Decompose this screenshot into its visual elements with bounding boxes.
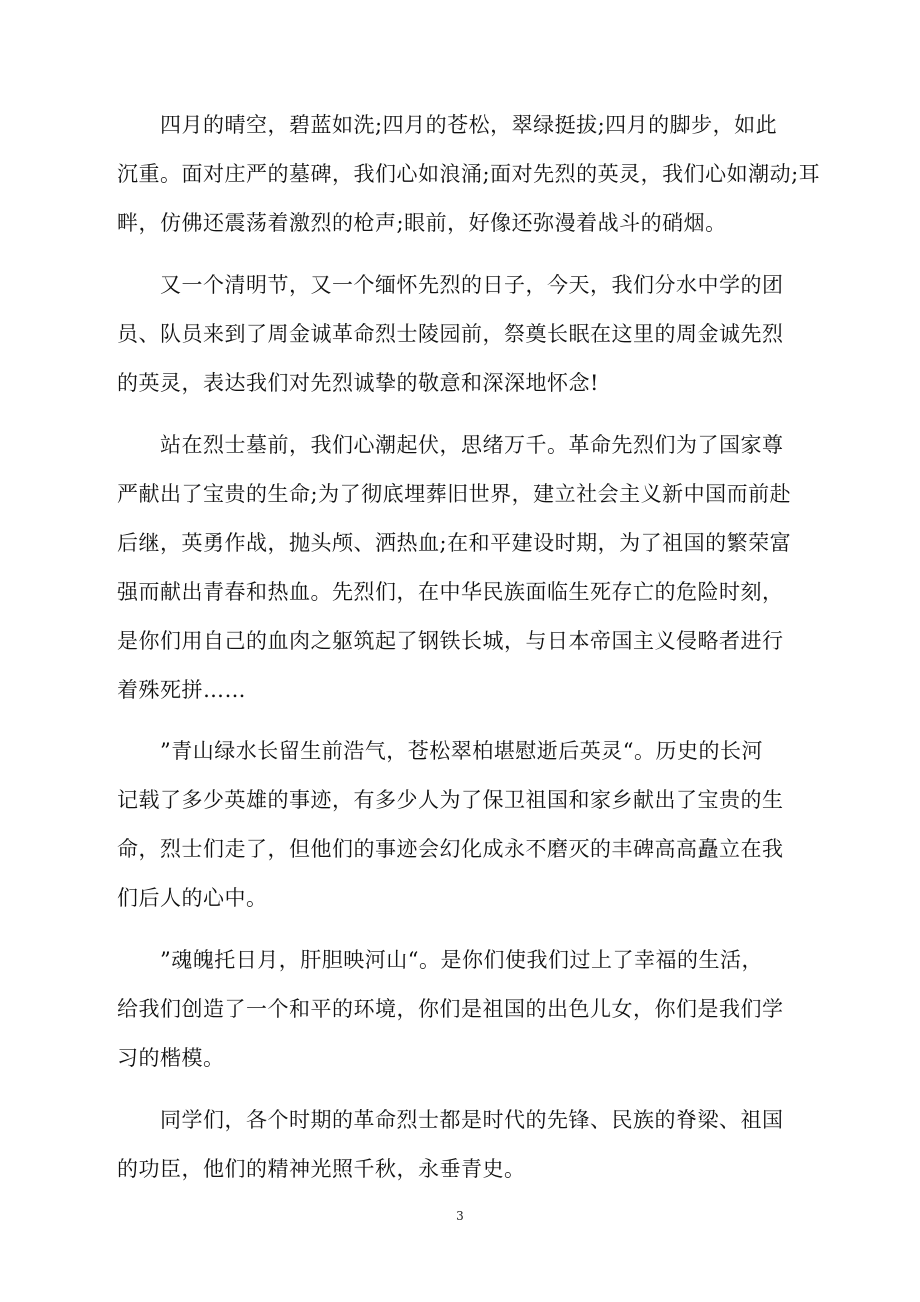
paragraph-line: 着殊死拼……: [117, 678, 246, 702]
paragraph-line: 畔，仿佛还震荡着激烈的枪声;眼前，好像还弥漫着战斗的硝烟。: [117, 211, 727, 235]
paragraph-line: 强而献出青春和热血。先烈们，在中华民族面临生死存亡的危险时刻，: [117, 580, 784, 604]
paragraph-line: ”青山绿水长留生前浩气，苍松翠柏堪慰逝后英灵“。历史的长河: [160, 739, 763, 763]
paragraph-line: 四月的晴空，碧蓝如洗;四月的苍松，翠绿挺拔;四月的脚步，如此: [160, 113, 778, 137]
paragraph-line: 又一个清明节，又一个缅怀先烈的日子，今天，我们分水中学的团: [160, 273, 784, 297]
paragraph-line: 命，烈士们走了，但他们的事迹会幻化成永不磨灭的丰碑高高矗立在我: [117, 837, 784, 861]
paragraph-line: 后继，英勇作战，抛头颅、洒热血;在和平建设时期，为了祖国的繁荣富: [117, 531, 792, 555]
paragraph-line: 站在烈士墓前，我们心潮起伏，思绪万千。革命先烈们为了国家尊: [160, 433, 784, 457]
paragraph-line: 严献出了宝贵的生命;为了彻底埋葬旧世界，建立社会主义新中国而前赴: [117, 482, 792, 506]
paragraph-line: 沉重。面对庄严的墓碑，我们心如浪涌;面对先烈的英灵，我们心如潮动;耳: [117, 162, 821, 186]
page-number: 3: [456, 1209, 464, 1223]
paragraph-line: ”魂魄托日月，肝胆映河山“。是你们使我们过上了幸福的生活，: [160, 948, 763, 972]
paragraph-line: 们后人的心中。: [117, 886, 268, 910]
paragraph-line: 给我们创造了一个和平的环境，你们是祖国的出色儿女，你们是我们学: [117, 997, 784, 1021]
paragraph-line: 的功臣，他们的精神光照千秋，永垂青史。: [117, 1157, 526, 1181]
paragraph-line: 员、队员来到了周金诚革命烈士陵园前，祭奠长眠在这里的周金诚先烈: [117, 322, 784, 346]
paragraph-line: 习的楷模。: [117, 1046, 225, 1070]
paragraph-line: 同学们，各个时期的革命烈士都是时代的先锋、民族的脊梁、祖国: [160, 1108, 784, 1132]
paragraph-line: 的英灵，表达我们对先烈诚挚的敬意和深深地怀念!: [117, 371, 599, 395]
paragraph-line: 记载了多少英雄的事迹，有多少人为了保卫祖国和家乡献出了宝贵的生: [117, 788, 784, 812]
paragraph-line: 是你们用自己的血肉之躯筑起了钢铁长城，与日本帝国主义侵略者进行: [117, 629, 784, 653]
